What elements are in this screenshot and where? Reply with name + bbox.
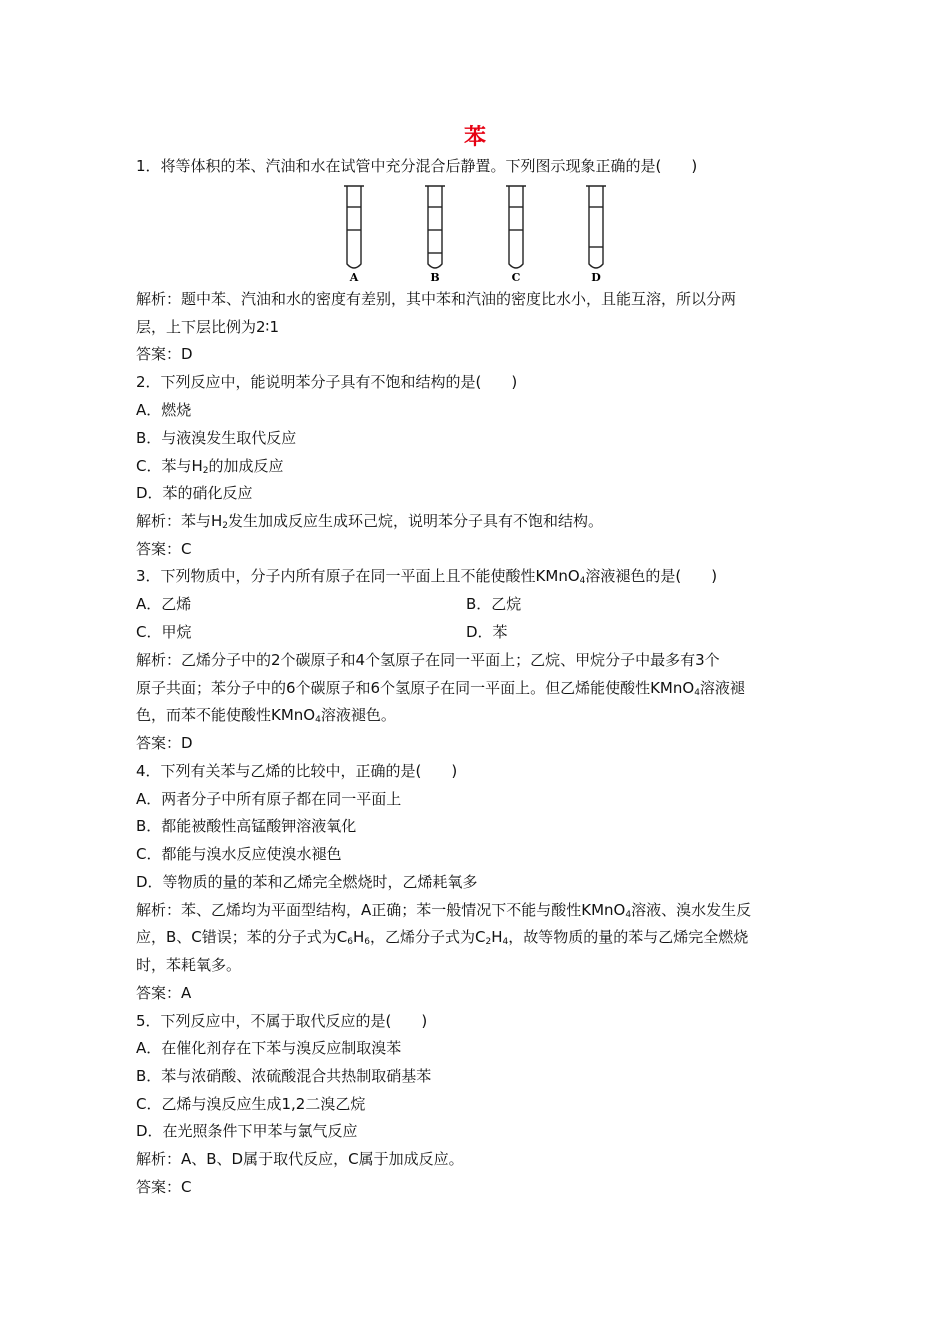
q4-option-d: D．等物质的量的苯和乙烯完全燃烧时，乙烯耗氧多 (136, 873, 478, 891)
test-tube-c (506, 186, 526, 268)
tube-label-c: C (511, 271, 521, 284)
test-tube-b (425, 186, 445, 268)
q4-stem: 4．下列有关苯与乙烯的比较中，正确的是( ) (136, 762, 458, 780)
q5-option-d: D．在光照条件下甲苯与氯气反应 (136, 1122, 358, 1140)
q2-answer: 答案：C (136, 540, 192, 558)
q3-option-a: A．乙烯 (136, 595, 192, 613)
q1-stem: 1．将等体积的苯、汽油和水在试管中充分混合后静置。下列图示现象正确的是( ) (136, 157, 698, 175)
q4-option-c: C．都能与溴水反应使溴水褪色 (136, 845, 342, 863)
q1-analysis-line-2: 层，上下层比例为2∶1 (136, 318, 279, 336)
q3-option-d: D．苯 (466, 623, 508, 641)
q2-option-c: C．苯与$H_2$的加成反应 (136, 457, 284, 476)
q2-option-b: B．与液溴发生取代反应 (136, 429, 297, 447)
tube-label-b: B (430, 271, 440, 284)
q4-analysis-line-2: 应，B、C错误；苯的分子式为$C_6H_6$，乙烯分子式为$C_2H_4$，故等物质的量的苯与乙烯完全燃烧 (136, 928, 749, 947)
q1-analysis-line-1: 解析：题中苯、汽油和水的密度有差别，其中苯和汽油的密度比水小，且能互溶，所以分两 (136, 290, 737, 308)
test-tube-a (344, 186, 364, 268)
q3-answer: 答案：D (136, 734, 193, 752)
q4-analysis-line-3: 时，苯耗氧多。 (136, 956, 242, 974)
test-tube-d (586, 186, 606, 268)
q5-stem: 5．下列反应中，不属于取代反应的是( ) (136, 1012, 428, 1030)
q2-option-a: A．燃烧 (136, 401, 192, 419)
q3-analysis-line-2: 原子共面；苯分子中的6个碳原子和6个氢原子在同一平面上。但乙烯能使酸性KMnO$_4$溶液褪 (136, 679, 745, 698)
test-tube-figure (330, 182, 630, 286)
q5-answer: 答案：C (136, 1178, 192, 1196)
q4-option-a: A．两者分子中所有原子都在同一平面上 (136, 790, 402, 808)
q3-stem: 3．下列物质中，分子内所有原子在同一平面上且不能使酸性KMnO$_4$溶液褪色的是( ) (136, 567, 718, 586)
tube-label-a: A (349, 271, 359, 284)
q1-answer: 答案：D (136, 345, 193, 363)
q2-stem: 2．下列反应中，能说明苯分子具有不饱和结构的是( ) (136, 373, 518, 391)
page-title: 苯 (463, 124, 486, 150)
q4-analysis-line-1: 解析：苯、乙烯均为平面型结构，A正确；苯一般情况下不能与酸性KMnO$_4$溶液、溴水发生反 (136, 901, 752, 920)
q4-option-b: B．都能被酸性高锰酸钾溶液氧化 (136, 817, 357, 835)
q5-option-b: B．苯与浓硝酸、浓硫酸混合共热制取硝基苯 (136, 1067, 432, 1085)
q3-analysis-line-1: 解析：乙烯分子中的2个碳原子和4个氢原子在同一平面上；乙烷、甲烷分子中最多有3个 (136, 651, 720, 669)
q2-analysis: 解析：苯与$H_2$发生加成反应生成环己烷，说明苯分子具有不饱和结构。 (136, 512, 604, 531)
q5-analysis: 解析：A、B、D属于取代反应，C属于加成反应。 (136, 1150, 464, 1168)
tube-label-d: D (591, 271, 601, 284)
q3-option-b: B．乙烷 (466, 595, 522, 613)
q3-option-c: C．甲烷 (136, 623, 192, 641)
q3-analysis-line-3: 色，而苯不能使酸性KMnO$_4$溶液褪色。 (136, 706, 396, 725)
q5-option-c: C．乙烯与溴反应生成1,2二溴乙烷 (136, 1095, 366, 1113)
q5-option-a: A．在催化剂存在下苯与溴反应制取溴苯 (136, 1039, 402, 1057)
q4-answer: 答案：A (136, 984, 192, 1002)
q2-option-d: D．苯的硝化反应 (136, 484, 253, 502)
